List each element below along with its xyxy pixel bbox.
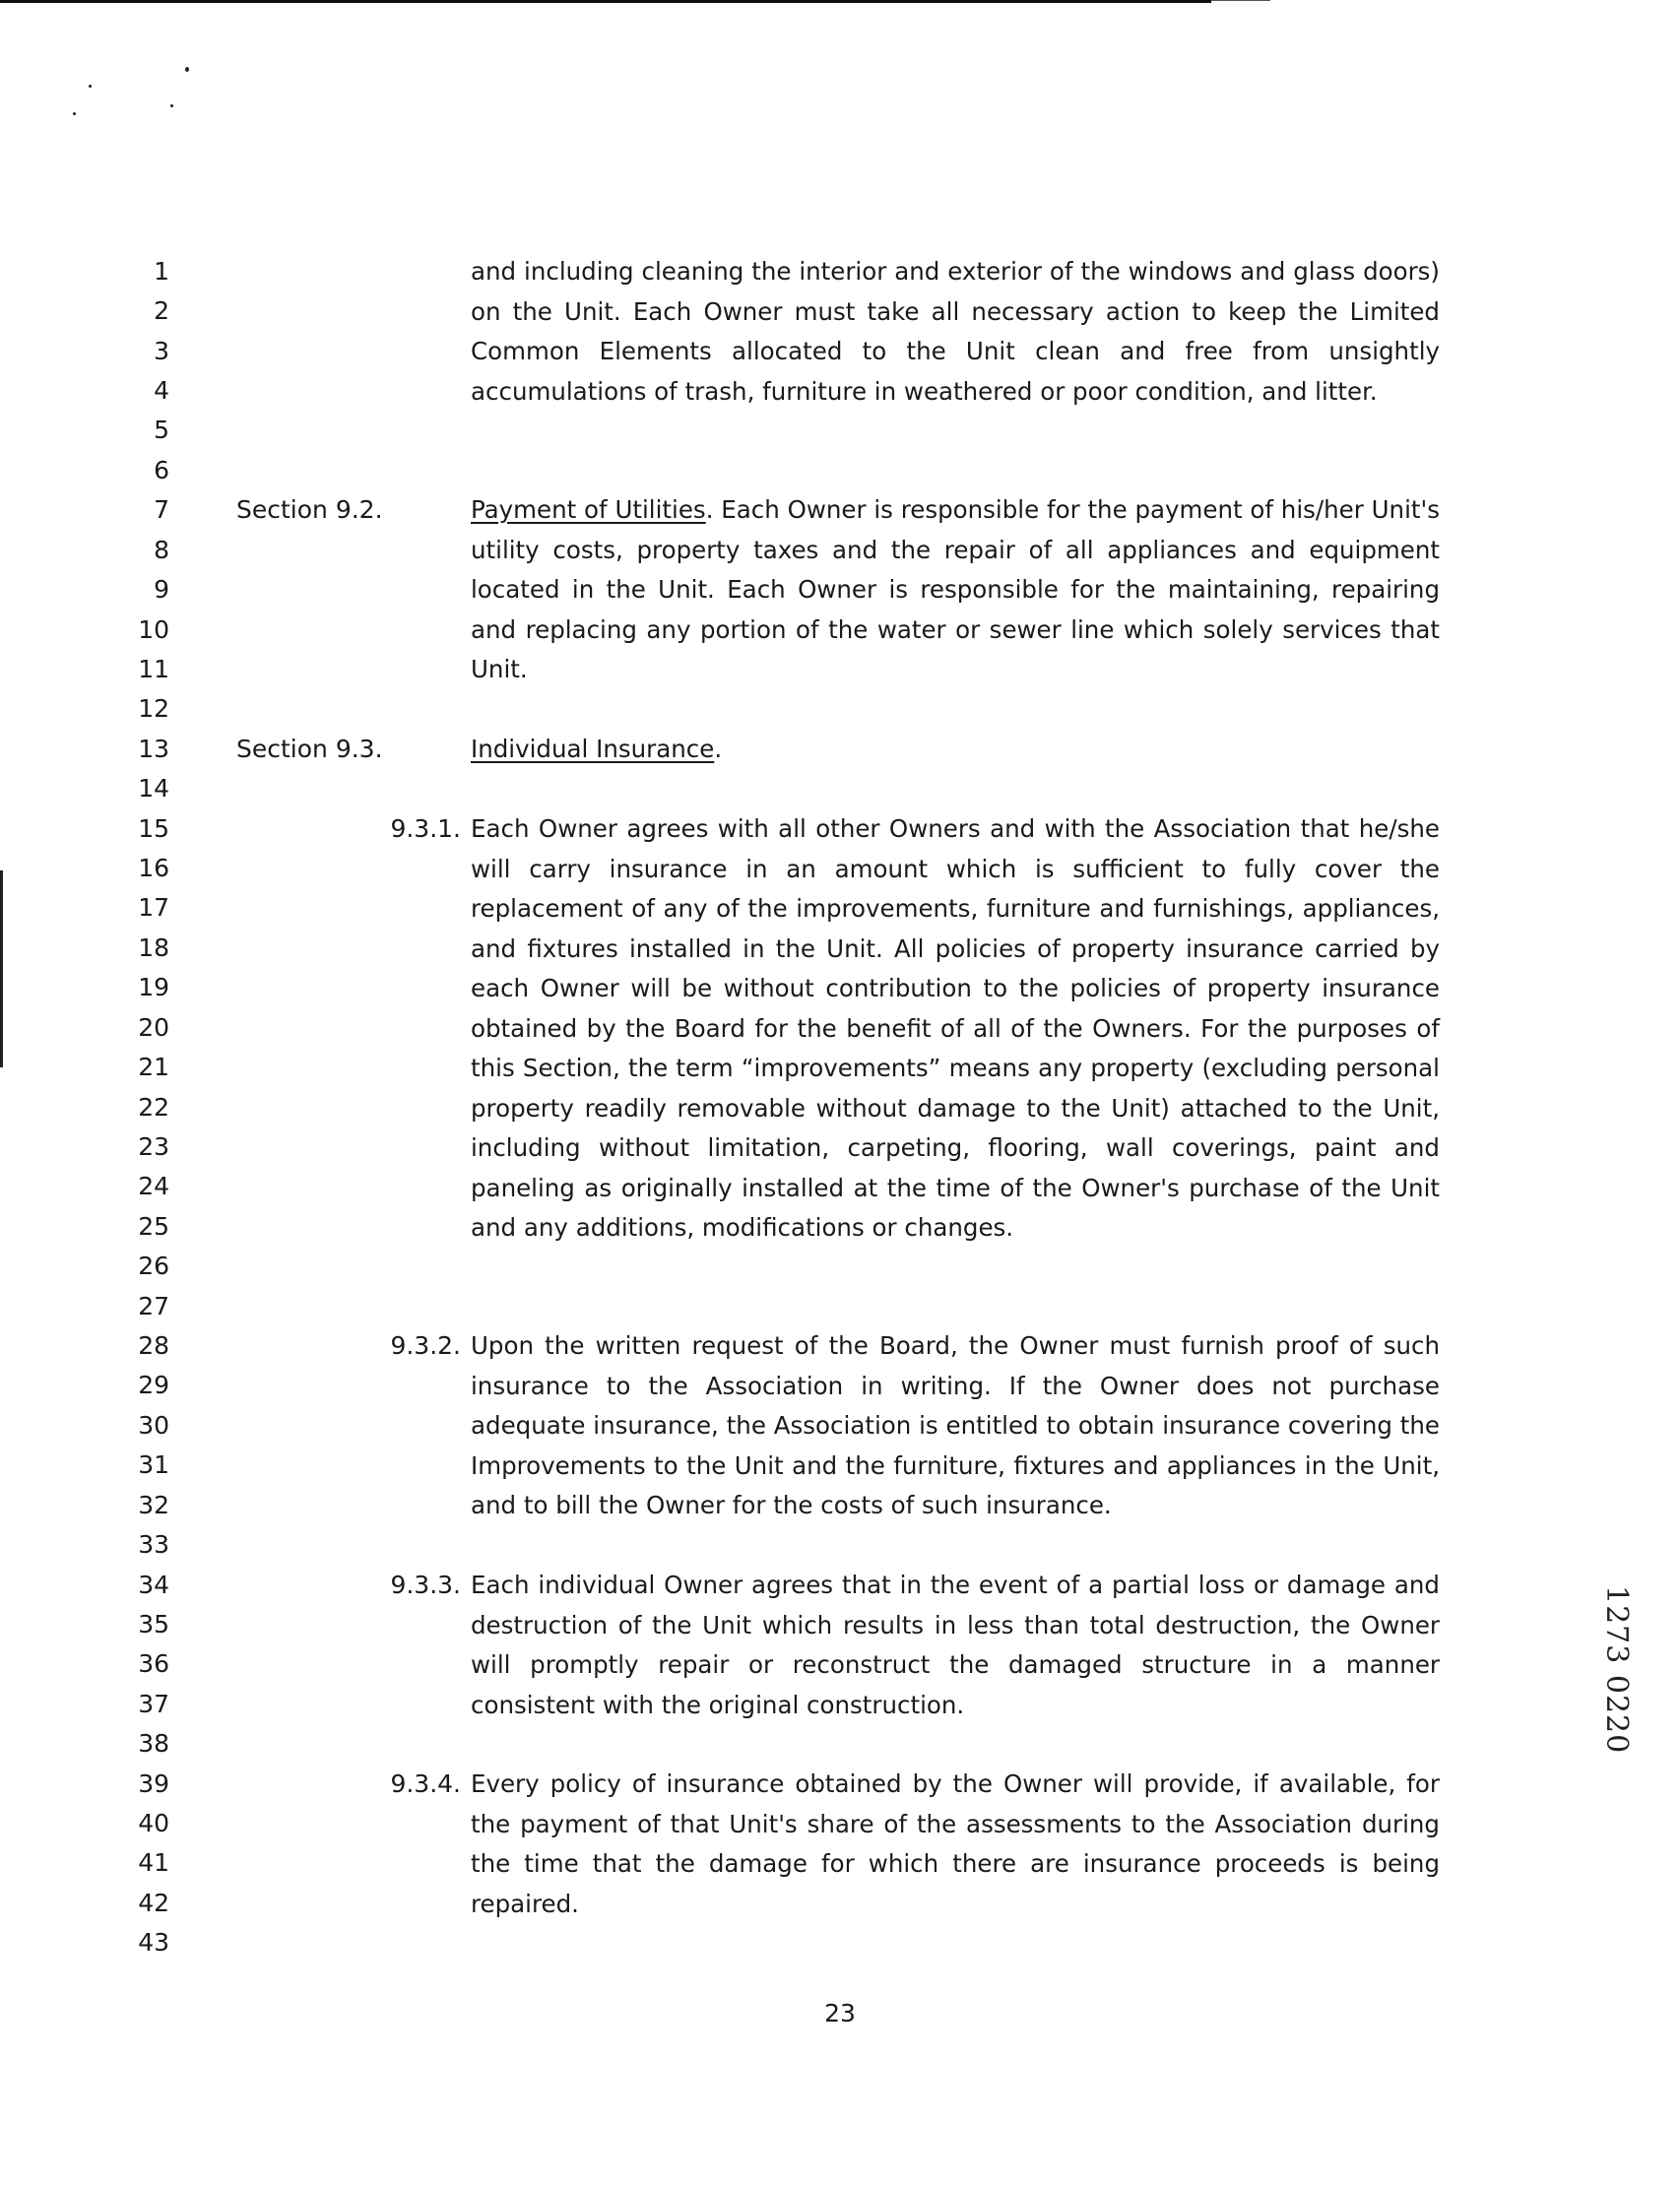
line-number: 27 bbox=[138, 1292, 169, 1320]
section-9-3-title-period: . bbox=[714, 735, 723, 763]
scan-speck bbox=[73, 112, 76, 115]
side-stamp bbox=[1595, 1575, 1635, 1851]
line-number: 40 bbox=[138, 1809, 169, 1837]
line-number: 9 bbox=[154, 575, 169, 604]
line-number: 20 bbox=[138, 1013, 169, 1042]
line-number: 10 bbox=[138, 615, 169, 644]
scan-speck bbox=[170, 104, 173, 107]
line-number: 33 bbox=[138, 1530, 169, 1559]
subsection-number: 9.3.2. bbox=[390, 1331, 461, 1360]
line-number: 5 bbox=[154, 416, 169, 444]
section-9-2-paragraph bbox=[471, 490, 1440, 690]
line-number: 23 bbox=[138, 1132, 169, 1161]
line-number: 24 bbox=[138, 1172, 169, 1200]
scan-top-edge-line bbox=[0, 0, 1211, 3]
line-number: 6 bbox=[154, 456, 169, 484]
line-number: 42 bbox=[138, 1889, 169, 1917]
scan-top-edge-line-faint bbox=[1211, 0, 1270, 1]
section-9-2-title: Payment of Utilities bbox=[471, 495, 706, 524]
line-number: 18 bbox=[138, 933, 169, 962]
line-number: 13 bbox=[138, 735, 169, 763]
line-number: 34 bbox=[138, 1571, 169, 1599]
section-9-2-label: Section 9.2. bbox=[236, 495, 383, 524]
line-number: 1 bbox=[154, 257, 169, 286]
scan-speck bbox=[89, 85, 92, 88]
line-number: 3 bbox=[154, 337, 169, 365]
continuation-paragraph: and including cleaning the interior and exterior of the windows and glass doors) on the Unit. Each Owner must take all necessary action to keep the Limited Common Elements allocated to the Unit clean and free from unsightly accumulations of trash, furniture in weathered or poor condition, and litter. bbox=[471, 257, 1440, 406]
line-number: 21 bbox=[138, 1053, 169, 1081]
line-number: 38 bbox=[138, 1729, 169, 1758]
subsection-9-3-1-paragraph: Each Owner agrees with all other Owners and with the Association that he/she will carry insurance in an amount which is sufficient to fully cover the replacement of any of the improvements, furniture and furnishings, appliances, and fixtures installed in the Unit. All policies of property insurance carried by each Owner will be without contribution to the policies of property insurance obtained by the Board for the benefit of all of the Owners. For the purposes of this Section, the term “improvements” means any property (excluding personal property readily removable without damage to the Unit) attached to the Unit, including without limitation, carpeting, flooring, wall coverings, paint and paneling as originally installed at the time of the Owner's purchase of the Unit and any additions, modifications or changes. bbox=[471, 814, 1440, 1242]
line-number: 43 bbox=[138, 1928, 169, 1957]
subsection-number: 9.3.4. bbox=[390, 1769, 461, 1798]
scan-left-edge-mark bbox=[0, 870, 3, 1067]
line-number: 35 bbox=[138, 1610, 169, 1639]
section-9-3-title: Individual Insurance bbox=[471, 735, 715, 763]
section-9-2-text: Each Owner is responsible for the payment of his/her Unit's utility costs, property taxes and the repair of all appliances and equipment located in the Unit. Each Owner is responsible for the maintaining, repairing and replacing any portion of the water or sewer line which solely services that Unit. bbox=[471, 495, 1440, 683]
section-9-3-heading bbox=[471, 730, 1440, 770]
line-number: 30 bbox=[138, 1411, 169, 1440]
line-number: 12 bbox=[138, 694, 169, 723]
line-number: 32 bbox=[138, 1491, 169, 1519]
line-number: 16 bbox=[138, 854, 169, 882]
page-number: 23 bbox=[824, 1999, 856, 2027]
line-number: 17 bbox=[138, 893, 169, 922]
line-number: 11 bbox=[138, 655, 169, 683]
side-stamp-graphic bbox=[1595, 1575, 1635, 1851]
subsection-9-3-2-paragraph: Upon the written request of the Board, the Owner must furnish proof of such insurance to the Association in writing. If the Owner does not purchase adequate insurance, the Association is entitled to obtain insurance covering the Improvements to the Unit and the furniture, fixtures and appliances in the Unit, and to bill the Owner for the costs of such insurance. bbox=[471, 1331, 1440, 1519]
section-9-3-label: Section 9.3. bbox=[236, 735, 383, 763]
side-stamp-text: 1273 0220 bbox=[1599, 1585, 1634, 1755]
line-number: 19 bbox=[138, 973, 169, 1001]
line-number: 36 bbox=[138, 1649, 169, 1678]
subsection-number: 9.3.1. bbox=[390, 814, 461, 843]
line-number: 28 bbox=[138, 1331, 169, 1360]
line-number: 37 bbox=[138, 1690, 169, 1718]
line-number: 7 bbox=[154, 495, 169, 524]
line-number: 4 bbox=[154, 376, 169, 405]
line-number: 22 bbox=[138, 1093, 169, 1122]
section-9-2-title-period: . bbox=[705, 495, 714, 524]
line-number: 15 bbox=[138, 814, 169, 843]
line-number: 39 bbox=[138, 1769, 169, 1798]
subsection-9-3-4-paragraph: Every policy of insurance obtained by the Owner will provide, if available, for the payment of that Unit's share of the assessments to the Association during the time that the damage for which there are insurance proceeds is being repaired. bbox=[471, 1769, 1440, 1918]
line-number: 41 bbox=[138, 1848, 169, 1877]
line-number: 2 bbox=[154, 296, 169, 325]
line-number: 29 bbox=[138, 1371, 169, 1399]
line-number: 26 bbox=[138, 1252, 169, 1280]
line-number: 31 bbox=[138, 1450, 169, 1479]
line-number: 14 bbox=[138, 774, 169, 803]
scan-speck bbox=[185, 67, 189, 72]
subsection-number: 9.3.3. bbox=[390, 1571, 461, 1599]
subsection-9-3-3-paragraph: Each individual Owner agrees that in the event of a partial loss or damage and destruction of the Unit which results in less than total destruction, the Owner will promptly repair or reconstruct the damaged structure in a manner consistent with the original construction. bbox=[471, 1571, 1440, 1719]
line-number: 8 bbox=[154, 536, 169, 564]
line-number: 25 bbox=[138, 1212, 169, 1241]
